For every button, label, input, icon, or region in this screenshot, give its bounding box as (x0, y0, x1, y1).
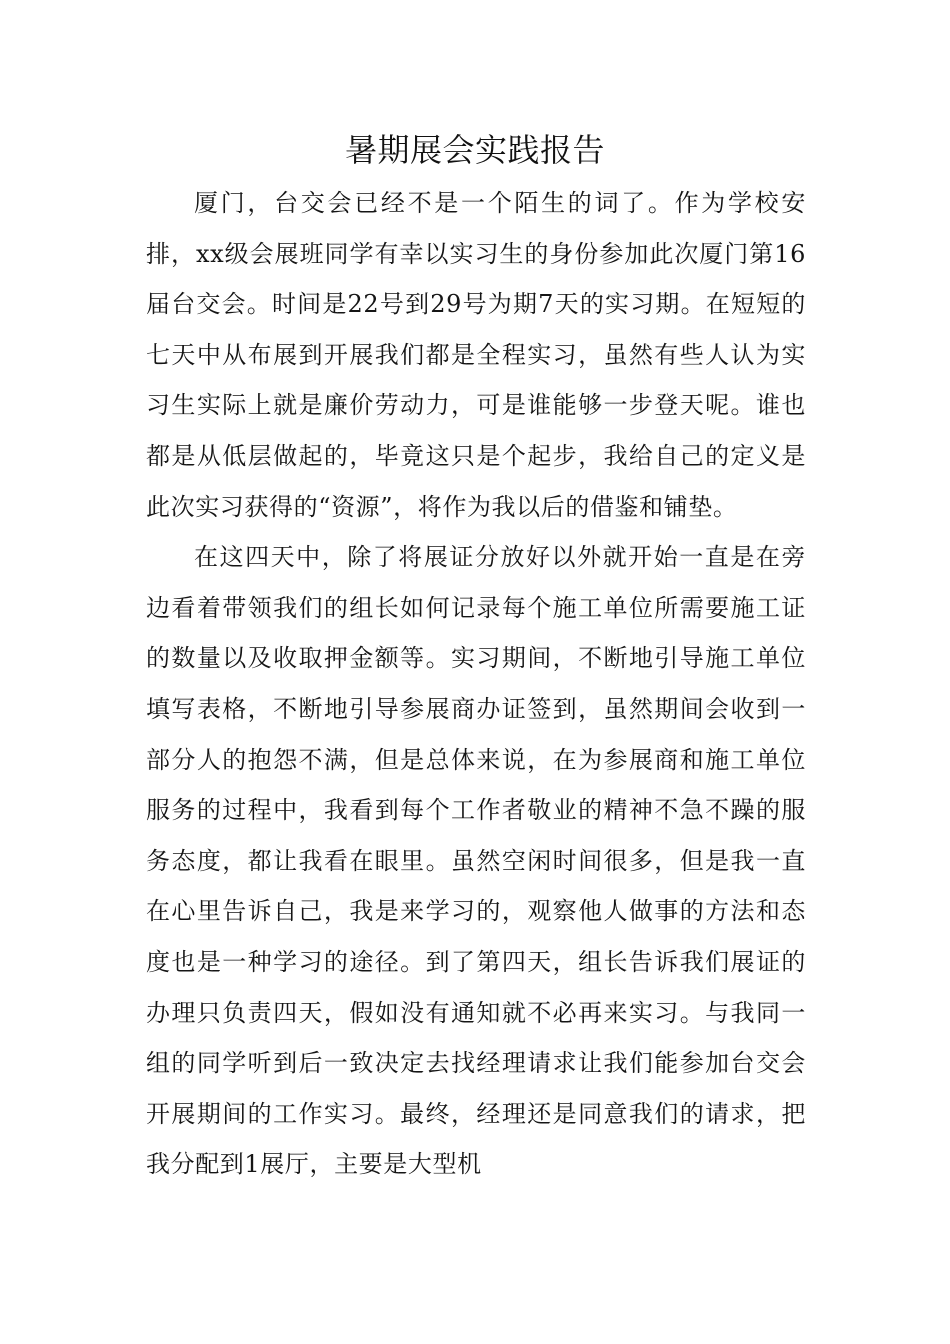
document-title: 暑期展会实践报告 (344, 131, 605, 169)
paragraph-2: 在这四天中，除了将展证分放好以外就开始一直是在旁边看着带领我们的组长如何记录每个施工单位所需要施工证的数量以及收取押金额等。实习期间，不断地引导施工单位填写表格，不断地引导参展商办证签到，虽然期间会收到一部分人的抱怨不满，但是总体来说，在为参展商和施工单位服务的过程中，我看到每个工作者敬业的精神不急不躁的服务态度，都让我看在眼里。虽然空闲时间很多，但是我一直在心里告诉自己，我是来学习的，观察他人做事的方法和态度也是一种学习的途径。到了第四天，组长告诉我们展证的办理只负责四天，假如没有通知就不必再来实习。与我同一组的同学听到后一致决定去找经理请求让我们能参加台交会开展期间的工作实习。最终，经理还是同意我们的请求，把我分配到1展厅，主要是大型机 (146, 543, 806, 1179)
document-body (146, 178, 806, 1190)
paragraph-1: 厦门，台交会已经不是一个陌生的词了。作为学校安排，xx级会展班同学有幸以实习生的身份参加此次厦门第16届台交会。时间是22号到29号为期7天的实习期。在短短的七天中从布展到开展我们都是全程实习，虽然有些人认为实习生实际上就是廉价劳动力，可是谁能够一步登天呢。谁也都是从低层做起的，毕竟这只是个起步，我给自己的定义是此次实习获得的“资源”，将作为我以后的借鉴和铺垫。 (146, 189, 806, 521)
